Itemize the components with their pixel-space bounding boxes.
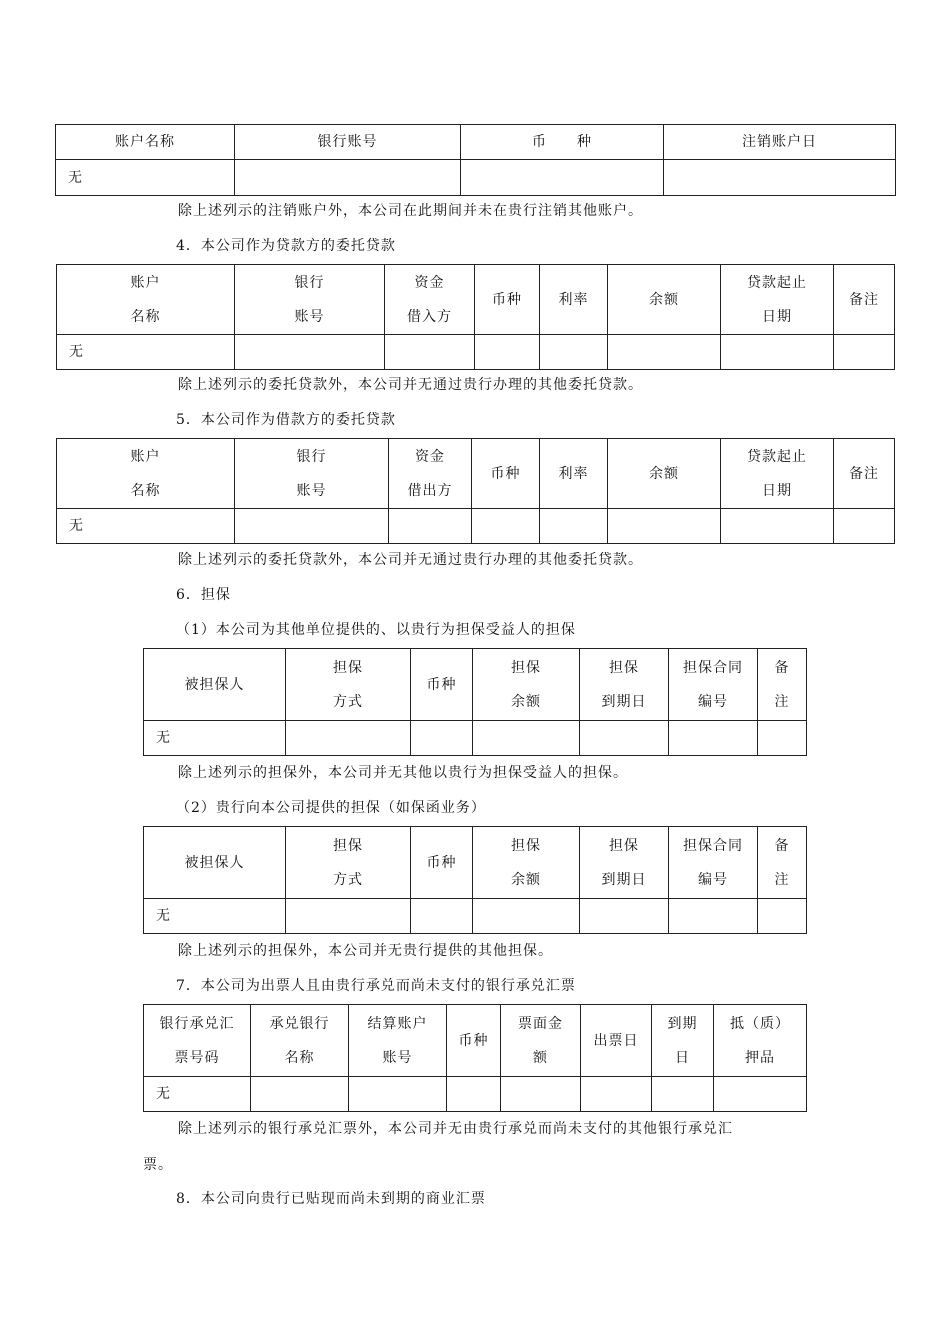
col-remarks: 备注 <box>834 265 895 335</box>
cell-empty <box>714 1077 807 1112</box>
col-bank-account: 银行账号 <box>235 125 461 160</box>
cell-none: 无 <box>57 509 235 544</box>
cell-empty <box>758 721 807 756</box>
cell-empty <box>235 335 385 370</box>
cell-empty <box>461 160 664 196</box>
col-account-name: 账户 名称 <box>57 439 235 509</box>
cell-empty <box>580 899 669 934</box>
col-bank-account: 银行 账号 <box>235 265 385 335</box>
col-rate: 利率 <box>540 265 608 335</box>
note-entrusted-borrower: 除上述列示的委托贷款外，本公司并无通过贵行办理的其他委托贷款。 <box>178 552 643 568</box>
cell-empty <box>235 509 389 544</box>
cell-empty <box>411 721 473 756</box>
cell-empty <box>580 721 669 756</box>
section-6-1-heading: （1）本公司为其他单位提供的、以贵行为担保受益人的担保 <box>176 622 576 638</box>
col-settlement-account: 结算账户 账号 <box>349 1005 447 1077</box>
cell-empty <box>385 335 475 370</box>
col-account-name: 账户 名称 <box>57 265 235 335</box>
cell-empty <box>473 721 580 756</box>
section-6-2-heading: （2）贵行向本公司提供的担保（如保函业务） <box>176 800 486 816</box>
cell-empty <box>540 335 608 370</box>
col-cancel-date: 注销账户日 <box>664 125 896 160</box>
cell-empty <box>286 721 411 756</box>
cell-empty <box>669 899 758 934</box>
cell-empty <box>834 335 895 370</box>
col-balance: 余额 <box>608 265 721 335</box>
cell-empty <box>411 899 473 934</box>
note-acceptance-bill-line1: 除上述列示的银行承兑汇票外，本公司并无由贵行承兑而尚未支付的其他银行承兑汇 <box>178 1121 733 1137</box>
col-balance: 余额 <box>608 439 721 509</box>
cell-empty <box>473 899 580 934</box>
col-bank-account: 银行 账号 <box>235 439 389 509</box>
cell-empty <box>251 1077 349 1112</box>
cell-empty <box>834 509 895 544</box>
cell-none: 无 <box>144 1077 251 1112</box>
cell-none: 无 <box>56 160 235 196</box>
col-expiry-date: 担保 到期日 <box>580 827 669 899</box>
col-currency: 币种 <box>472 439 540 509</box>
col-remarks: 备注 <box>834 439 895 509</box>
col-expiry-date: 担保 到期日 <box>580 649 669 721</box>
col-issue-date: 出票日 <box>581 1005 652 1077</box>
col-contract-no: 担保合同 编号 <box>669 827 758 899</box>
entrusted-loan-lender-table <box>56 264 895 370</box>
note-cancelled: 除上述列示的注销账户外，本公司在此期间并未在贵行注销其他账户。 <box>178 203 643 219</box>
cell-empty <box>581 1077 652 1112</box>
col-remarks: 备 注 <box>758 649 807 721</box>
cell-empty <box>540 509 608 544</box>
col-face-amount: 票面金 额 <box>501 1005 581 1077</box>
cell-none: 无 <box>144 721 286 756</box>
col-remarks: 备 注 <box>758 827 807 899</box>
col-guarantee-balance: 担保 余额 <box>473 649 580 721</box>
section-4-heading: 4．本公司作为贷款方的委托贷款 <box>176 238 396 254</box>
col-guarantee-balance: 担保 余额 <box>473 827 580 899</box>
cell-empty <box>235 160 461 196</box>
col-guaranteed-party: 被担保人 <box>144 827 286 899</box>
section-8-heading: 8．本公司向贵行已贴现而尚未到期的商业汇票 <box>176 1191 486 1207</box>
col-bill-number: 银行承兑汇 票号码 <box>144 1005 251 1077</box>
bank-guarantee-table <box>143 826 807 934</box>
cell-empty <box>608 509 721 544</box>
cell-empty <box>664 160 896 196</box>
cell-empty <box>721 509 834 544</box>
cell-empty <box>475 335 540 370</box>
cell-empty <box>652 1077 714 1112</box>
cell-empty <box>501 1077 581 1112</box>
col-loan-period: 贷款起止 日期 <box>721 265 834 335</box>
col-contract-no: 担保合同 编号 <box>669 649 758 721</box>
note-acceptance-bill-line2: 票。 <box>143 1157 173 1173</box>
col-guaranteed-party: 被担保人 <box>144 649 286 721</box>
section-7-heading: 7．本公司为出票人且由贵行承兑而尚未支付的银行承兑汇票 <box>176 978 576 994</box>
cell-empty <box>472 509 540 544</box>
col-guarantee-method: 担保 方式 <box>286 827 411 899</box>
col-currency: 币种 <box>411 827 473 899</box>
cell-none: 无 <box>144 899 286 934</box>
guarantee-beneficiary-table <box>143 648 807 756</box>
cell-empty <box>758 899 807 934</box>
col-lender: 资金 借出方 <box>389 439 472 509</box>
acceptance-bill-table <box>143 1004 807 1112</box>
note-entrusted-lender: 除上述列示的委托贷款外，本公司并无通过贵行办理的其他委托贷款。 <box>178 377 643 393</box>
col-currency: 币 种 <box>461 125 664 160</box>
col-loan-period: 贷款起止 日期 <box>721 439 834 509</box>
cell-empty <box>389 509 472 544</box>
col-collateral: 抵（质） 押品 <box>714 1005 807 1077</box>
section-6-heading: 6．担保 <box>176 587 231 603</box>
col-account-name: 账户名称 <box>56 125 235 160</box>
col-acceptance-bank: 承兑银行 名称 <box>251 1005 349 1077</box>
col-rate: 利率 <box>540 439 608 509</box>
cell-empty <box>447 1077 501 1112</box>
note-bank-guarantee: 除上述列示的担保外，本公司并无贵行提供的其他担保。 <box>178 943 553 959</box>
cell-empty <box>608 335 721 370</box>
col-due-date: 到期 日 <box>652 1005 714 1077</box>
cancelled-accounts-table <box>55 124 896 196</box>
col-currency: 币种 <box>447 1005 501 1077</box>
cell-empty <box>721 335 834 370</box>
col-guarantee-method: 担保 方式 <box>286 649 411 721</box>
section-5-heading: 5．本公司作为借款方的委托贷款 <box>176 412 396 428</box>
cell-empty <box>286 899 411 934</box>
note-guarantee-beneficiary: 除上述列示的担保外，本公司并无其他以贵行为担保受益人的担保。 <box>178 765 628 781</box>
cell-empty <box>669 721 758 756</box>
col-currency: 币种 <box>411 649 473 721</box>
cell-none: 无 <box>57 335 235 370</box>
entrusted-loan-borrower-table <box>56 438 895 544</box>
col-currency: 币种 <box>475 265 540 335</box>
col-borrower: 资金 借入方 <box>385 265 475 335</box>
cell-empty <box>349 1077 447 1112</box>
